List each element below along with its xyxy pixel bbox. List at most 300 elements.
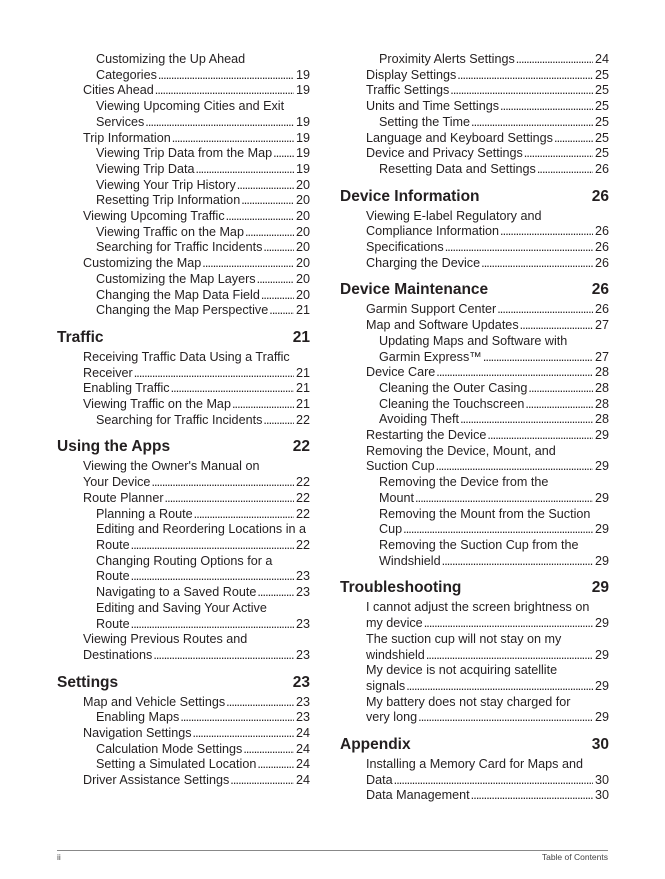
toc-section-page: 26 xyxy=(591,187,609,205)
toc-dot-leader xyxy=(483,350,593,366)
toc-entry-page: 25 xyxy=(594,146,609,161)
toc-entry-page: 19 xyxy=(295,146,310,161)
toc-entry[interactable] xyxy=(340,757,609,788)
toc-entry-title-line: I cannot adjust the screen brightness on xyxy=(366,600,590,615)
toc-section-title: Settings xyxy=(57,673,119,691)
toc-dot-leader xyxy=(525,397,593,413)
toc-entry-page: 22 xyxy=(295,490,310,505)
toc-entry-title-line: Viewing Upcoming Cities and Exit xyxy=(96,99,285,114)
toc-dot-leader xyxy=(269,303,294,319)
toc-dot-leader xyxy=(263,240,294,256)
toc-entry[interactable] xyxy=(340,131,609,147)
toc-entry[interactable] xyxy=(57,146,310,162)
toc-dot-leader xyxy=(180,710,294,726)
toc-entry-title: Display Settings xyxy=(366,67,457,82)
toc-dot-leader xyxy=(202,256,294,272)
toc-dot-leader xyxy=(195,162,294,178)
toc-entry[interactable] xyxy=(57,726,310,742)
toc-entry-title: Changing the Map Perspective xyxy=(96,303,269,318)
toc-entry-title-line: Customizing the Up Ahead xyxy=(96,52,246,66)
toc-entry[interactable] xyxy=(340,397,609,413)
toc-entry-title: Customizing the Map Layers xyxy=(96,271,256,286)
toc-entry-page: 19 xyxy=(295,114,310,129)
toc-right-column xyxy=(340,52,609,804)
toc-entry-title-line: very long xyxy=(366,710,418,725)
toc-section-heading[interactable] xyxy=(340,579,609,597)
toc-entry[interactable] xyxy=(340,99,609,115)
toc-section-heading[interactable] xyxy=(57,438,310,456)
toc-dot-leader xyxy=(131,569,294,585)
toc-entry-page: 19 xyxy=(295,83,310,98)
toc-entry-last-line xyxy=(379,554,609,570)
toc-entry-title: Route Planner xyxy=(83,490,164,505)
toc-entry[interactable] xyxy=(340,318,609,334)
toc-entry-title: Navigating to a Saved Route xyxy=(96,585,257,600)
toc-section-title: Device Maintenance xyxy=(340,281,489,299)
toc-entry-title-line: Services xyxy=(96,114,145,129)
toc-entry-page: 22 xyxy=(295,537,310,552)
toc-entry-page: 24 xyxy=(295,757,310,772)
toc-dot-leader xyxy=(226,209,294,225)
toc-entry-last-line xyxy=(379,522,609,538)
toc-entry-page: 21 xyxy=(295,397,310,412)
toc-entry-title: Enabling Maps xyxy=(96,710,180,725)
toc-entry-title-line: Your Device xyxy=(83,475,151,490)
toc-entry[interactable] xyxy=(57,209,310,225)
toc-entry-page: 27 xyxy=(594,349,609,364)
toc-entry[interactable] xyxy=(57,491,310,507)
toc-dot-leader xyxy=(500,99,593,115)
toc-entry[interactable] xyxy=(340,663,609,694)
toc-entry[interactable] xyxy=(340,538,609,569)
toc-entry-title: Resetting Trip Information xyxy=(96,193,241,208)
toc-dot-leader xyxy=(497,302,593,318)
toc-dot-leader xyxy=(194,507,294,523)
toc-entry-title: Viewing Upcoming Traffic xyxy=(83,209,225,224)
toc-entry-title-line: Changing Routing Options for a xyxy=(96,553,273,568)
toc-entry-page: 28 xyxy=(594,380,609,395)
toc-entry-title-line: Viewing E-label Regulatory and xyxy=(366,208,542,223)
toc-entry-title: Viewing Trip Data from the Map xyxy=(96,146,273,161)
toc-entry-title: Cleaning the Outer Casing xyxy=(379,380,528,395)
toc-dot-leader xyxy=(226,695,294,711)
toc-entry[interactable] xyxy=(340,146,609,162)
toc-entry-title-line: Garmin Express™ xyxy=(379,349,482,364)
toc-section-heading[interactable] xyxy=(57,329,310,347)
toc-entry[interactable] xyxy=(57,52,310,83)
toc-entry-page: 27 xyxy=(594,318,609,333)
toc-entry[interactable] xyxy=(57,413,310,429)
toc-dot-leader xyxy=(165,491,294,507)
toc-entry-last-line xyxy=(366,710,609,726)
toc-entry-page: 28 xyxy=(594,396,609,411)
toc-entry-title: Viewing Traffic on the Map xyxy=(83,397,231,412)
toc-entry[interactable] xyxy=(340,507,609,538)
toc-dot-leader xyxy=(471,788,593,804)
toc-entry-page: 21 xyxy=(295,365,310,380)
toc-entry-last-line xyxy=(96,538,310,554)
toc-entry[interactable] xyxy=(340,256,609,272)
toc-dot-leader xyxy=(415,491,593,507)
toc-entry[interactable] xyxy=(340,428,609,444)
toc-entry-title: Specifications xyxy=(366,240,444,255)
toc-entry-title: Charging the Device xyxy=(366,255,481,270)
toc-entry-last-line xyxy=(366,648,609,664)
toc-entry-page: 21 xyxy=(295,303,310,318)
toc-section-page: 30 xyxy=(591,736,609,754)
toc-dot-leader xyxy=(460,412,593,428)
toc-dot-leader xyxy=(442,554,593,570)
toc-entry-title-line: Removing the Device from the xyxy=(379,475,549,490)
toc-entry-title: Driver Assistance Settings xyxy=(83,773,230,788)
toc-entry-title-line: The suction cup will not stay on my xyxy=(366,631,562,646)
toc-dot-leader xyxy=(403,522,593,538)
toc-entry-title: Setting a Simulated Location xyxy=(96,757,257,772)
toc-entry-page: 26 xyxy=(594,161,609,176)
toc-dot-leader xyxy=(241,193,294,209)
toc-entry-page: 24 xyxy=(295,773,310,788)
toc-entry-title-line: Editing and Reordering Locations in a xyxy=(96,522,307,537)
toc-entry-last-line xyxy=(366,224,609,240)
toc-left-column xyxy=(57,52,310,789)
toc-dot-leader xyxy=(153,648,294,664)
toc-dot-leader xyxy=(426,648,593,664)
toc-entry[interactable] xyxy=(57,507,310,523)
toc-entry-title-line: Data xyxy=(366,772,393,787)
toc-entry-title-line: Removing the Mount from the Suction xyxy=(379,506,591,521)
toc-entry-last-line xyxy=(379,350,609,366)
toc-entry-last-line xyxy=(83,366,310,382)
toc-dot-leader xyxy=(245,225,294,241)
toc-entry-title: Units and Time Settings xyxy=(366,99,499,114)
toc-entry-title: Cities Ahead xyxy=(83,83,154,98)
toc-dot-leader xyxy=(481,256,593,272)
toc-entry-page: 29 xyxy=(594,647,609,662)
toc-entry[interactable] xyxy=(57,303,310,319)
toc-entry-title: Device Care xyxy=(366,365,436,380)
toc-entry-page: 29 xyxy=(594,678,609,693)
toc-dot-leader xyxy=(155,83,294,99)
toc-entry-page: 22 xyxy=(295,412,310,427)
toc-entry-last-line xyxy=(366,773,609,789)
toc-dot-leader xyxy=(471,115,593,131)
toc-entry[interactable] xyxy=(57,742,310,758)
toc-entry[interactable] xyxy=(340,475,609,506)
toc-entry-title-line: My device is not acquiring satellite xyxy=(366,663,558,678)
toc-entry[interactable] xyxy=(340,600,609,631)
toc-dot-leader xyxy=(436,365,593,381)
toc-entry-page: 20 xyxy=(295,193,310,208)
toc-entry-page: 23 xyxy=(295,694,310,709)
toc-entry-last-line xyxy=(366,679,609,695)
toc-section-title: Device Information xyxy=(340,187,480,205)
toc-entry-title-line: Receiving Traffic Data Using a Traffic xyxy=(83,349,290,364)
toc-entry-last-line xyxy=(379,491,609,507)
toc-entry[interactable] xyxy=(57,554,310,585)
toc-dot-leader xyxy=(273,146,294,162)
toc-entry-title-line: Route xyxy=(96,537,130,552)
toc-section-title: Appendix xyxy=(340,736,411,754)
toc-entry-title-line: Windshield xyxy=(379,553,441,568)
toc-entry-title-line: Removing the Device, Mount, and xyxy=(366,443,556,458)
toc-entry[interactable] xyxy=(340,444,609,475)
toc-entry[interactable] xyxy=(57,288,310,304)
toc-dot-leader xyxy=(171,381,294,397)
toc-entry-title-line: Viewing the Owner's Manual on xyxy=(83,459,260,474)
toc-entry-title-line: Viewing Previous Routes and xyxy=(83,632,248,647)
toc-entry[interactable] xyxy=(340,334,609,365)
toc-section-page: 23 xyxy=(292,673,310,691)
toc-entry[interactable] xyxy=(340,68,609,84)
toc-entry[interactable] xyxy=(57,459,310,490)
toc-dot-leader xyxy=(257,272,294,288)
toc-entry[interactable] xyxy=(340,115,609,131)
toc-entry[interactable] xyxy=(57,240,310,256)
toc-dot-leader xyxy=(257,585,294,601)
toc-section-page: 29 xyxy=(591,579,609,597)
toc-entry-title: Calculation Mode Settings xyxy=(96,741,243,756)
toc-entry-page: 20 xyxy=(295,256,310,271)
toc-entry-last-line xyxy=(96,569,310,585)
toc-dot-leader xyxy=(261,288,294,304)
toc-dot-leader xyxy=(487,428,593,444)
toc-entry-title-line: windshield xyxy=(366,647,425,662)
toc-entry-page: 26 xyxy=(594,240,609,255)
toc-entry-page: 20 xyxy=(295,209,310,224)
toc-entry-title: Cleaning the Touchscreen xyxy=(379,396,525,411)
toc-dot-leader xyxy=(524,146,593,162)
toc-entry-last-line xyxy=(83,648,310,664)
toc-entry[interactable] xyxy=(340,788,609,804)
toc-entry-title-line: Installing a Memory Card for Maps and xyxy=(366,757,583,772)
toc-section-heading[interactable] xyxy=(340,188,609,206)
footer-page-number: ii xyxy=(57,852,61,862)
toc-entry[interactable] xyxy=(340,381,609,397)
toc-entry-title: Searching for Traffic Incidents xyxy=(96,240,263,255)
toc-entry-page: 20 xyxy=(295,177,310,192)
toc-entry-title: Setting the Time xyxy=(379,114,471,129)
toc-dot-leader xyxy=(257,757,294,773)
toc-entry-last-line xyxy=(96,68,310,84)
toc-entry-page: 30 xyxy=(594,772,609,787)
toc-entry-page: 22 xyxy=(295,475,310,490)
toc-entry-page: 23 xyxy=(295,616,310,631)
toc-dot-leader xyxy=(450,83,593,99)
toc-entry-title-line: Mount xyxy=(379,490,415,505)
toc-section-page: 21 xyxy=(292,328,310,346)
toc-dot-leader xyxy=(134,366,294,382)
toc-entry-title: Data Management xyxy=(366,788,470,803)
toc-entry-title-line: Suction Cup xyxy=(366,459,435,474)
toc-entry-title: Garmin Support Center xyxy=(366,302,497,317)
toc-dot-leader xyxy=(418,710,593,726)
toc-entry-title: Customizing the Map xyxy=(83,256,202,271)
footer-section-label: Table of Contents xyxy=(541,852,608,862)
toc-section-heading[interactable] xyxy=(340,281,609,299)
toc-entry-page: 26 xyxy=(594,255,609,270)
toc-entry[interactable] xyxy=(57,773,310,789)
toc-entry-page: 29 xyxy=(594,459,609,474)
toc-entry-title: Trip Information xyxy=(83,130,171,145)
toc-entry-title: Viewing Traffic on the Map xyxy=(96,224,244,239)
toc-entry[interactable] xyxy=(57,178,310,194)
toc-entry[interactable] xyxy=(57,225,310,241)
toc-dot-leader xyxy=(500,224,593,240)
toc-entry[interactable] xyxy=(57,522,310,553)
toc-entry[interactable] xyxy=(57,350,310,381)
toc-entry-title-line: Compliance Information xyxy=(366,224,499,239)
toc-entry[interactable] xyxy=(57,632,310,663)
toc-entry-page: 24 xyxy=(594,52,609,66)
toc-entry[interactable] xyxy=(340,695,609,726)
toc-entry-title: Language and Keyboard Settings xyxy=(366,130,553,145)
toc-entry-page: 29 xyxy=(594,490,609,505)
toc-dot-leader xyxy=(537,162,593,178)
toc-entry-title: Resetting Data and Settings xyxy=(379,161,536,176)
toc-entry[interactable] xyxy=(57,710,310,726)
toc-entry-page: 24 xyxy=(295,741,310,756)
toc-entry-page: 25 xyxy=(594,67,609,82)
toc-entry-page: 23 xyxy=(295,647,310,662)
toc-entry-title-line: Editing and Saving Your Active xyxy=(96,600,267,615)
toc-entry-page: 20 xyxy=(295,240,310,255)
toc-entry[interactable] xyxy=(57,695,310,711)
toc-dot-leader xyxy=(230,773,294,789)
toc-dot-leader xyxy=(243,742,294,758)
toc-entry[interactable] xyxy=(340,365,609,381)
toc-entry-title: Avoiding Theft xyxy=(379,412,460,427)
toc-entry[interactable] xyxy=(57,193,310,209)
toc-section-heading[interactable] xyxy=(57,674,310,692)
toc-entry-title: Restarting the Device xyxy=(366,428,487,443)
toc-entry-title-line: Cup xyxy=(379,522,403,537)
toc-entry-last-line xyxy=(96,115,310,131)
toc-entry[interactable] xyxy=(57,256,310,272)
toc-section-title: Traffic xyxy=(57,328,104,346)
toc-entry-page: 19 xyxy=(295,161,310,176)
toc-dot-leader xyxy=(158,68,294,84)
toc-entry[interactable] xyxy=(340,52,609,68)
toc-entry-page: 24 xyxy=(295,726,310,741)
toc-entry-title: Searching for Traffic Incidents xyxy=(96,412,263,427)
toc-dot-leader xyxy=(520,318,593,334)
toc-dot-leader xyxy=(528,381,593,397)
toc-entry-page: 23 xyxy=(295,710,310,725)
toc-entry[interactable] xyxy=(340,632,609,663)
toc-entry-title-line: Categories xyxy=(96,67,157,82)
toc-entry-page: 28 xyxy=(594,412,609,427)
toc-entry[interactable] xyxy=(340,240,609,256)
toc-entry-page: 23 xyxy=(295,569,310,584)
toc-entry-page: 29 xyxy=(594,710,609,725)
toc-entry[interactable] xyxy=(340,209,609,240)
toc-entry[interactable] xyxy=(340,302,609,318)
toc-entry-page: 23 xyxy=(295,585,310,600)
toc-dot-leader xyxy=(394,773,593,789)
toc-dot-leader xyxy=(516,52,593,68)
toc-entry-page: 29 xyxy=(594,553,609,568)
toc-section-title: Using the Apps xyxy=(57,438,171,456)
toc-entry-title-line: Receiver xyxy=(83,365,133,380)
toc-entry-page: 26 xyxy=(594,302,609,317)
toc-entry-title: Navigation Settings xyxy=(83,726,192,741)
toc-entry-page: 29 xyxy=(594,616,609,631)
toc-entry-title: Planning a Route xyxy=(96,506,193,521)
toc-entry-page: 25 xyxy=(594,114,609,129)
toc-entry-title: Changing the Map Data Field xyxy=(96,287,260,302)
toc-entry-last-line xyxy=(366,459,609,475)
toc-dot-leader xyxy=(232,397,294,413)
toc-entry-last-line xyxy=(83,475,310,491)
toc-dot-leader xyxy=(457,68,593,84)
toc-section-page: 26 xyxy=(591,281,609,299)
toc-entry[interactable] xyxy=(57,162,310,178)
toc-section-page: 22 xyxy=(292,438,310,456)
toc-entry[interactable] xyxy=(57,99,310,130)
toc-entry[interactable] xyxy=(57,601,310,632)
toc-entry-page: 25 xyxy=(594,99,609,114)
toc-entry-page: 20 xyxy=(295,287,310,302)
toc-entry[interactable] xyxy=(340,412,609,428)
toc-entry-page: 28 xyxy=(594,365,609,380)
toc-dot-leader xyxy=(424,616,593,632)
toc-dot-leader xyxy=(406,679,593,695)
toc-entry-title: Device and Privacy Settings xyxy=(366,146,523,161)
toc-entry[interactable] xyxy=(57,397,310,413)
toc-entry-title: Proximity Alerts Settings xyxy=(379,52,515,66)
toc-entry[interactable] xyxy=(57,381,310,397)
toc-dot-leader xyxy=(263,413,294,429)
toc-entry-page: 25 xyxy=(594,130,609,145)
toc-entry[interactable] xyxy=(57,83,310,99)
toc-entry-title: Traffic Settings xyxy=(366,83,450,98)
toc-entry-title: Map and Software Updates xyxy=(366,318,519,333)
toc-entry[interactable] xyxy=(340,83,609,99)
toc-entry-title-line: Destinations xyxy=(83,647,153,662)
toc-entry-page: 20 xyxy=(295,271,310,286)
toc-entry[interactable] xyxy=(57,272,310,288)
toc-entry-page: 19 xyxy=(295,67,310,82)
toc-entry-title-line: Route xyxy=(96,616,130,631)
toc-entry-page: 19 xyxy=(295,130,310,145)
toc-entry[interactable] xyxy=(57,131,310,147)
toc-entry-page: 26 xyxy=(594,224,609,239)
toc-entry-title: Map and Vehicle Settings xyxy=(83,694,226,709)
toc-entry-page: 21 xyxy=(295,381,310,396)
toc-entry-title: Viewing Trip Data xyxy=(96,161,195,176)
toc-entry-title-line: Updating Maps and Software with xyxy=(379,333,568,348)
toc-entry[interactable] xyxy=(57,585,310,601)
toc-dot-leader xyxy=(193,726,294,742)
toc-entry-title: Enabling Traffic xyxy=(83,381,170,396)
toc-dot-leader xyxy=(145,115,294,131)
toc-entry[interactable] xyxy=(340,162,609,178)
toc-entry-title-line: signals xyxy=(366,678,406,693)
toc-entry-title-line: my device xyxy=(366,616,423,631)
toc-entry-last-line xyxy=(366,616,609,632)
toc-entry-title-line: My battery does not stay charged for xyxy=(366,694,571,709)
toc-entry-page: 29 xyxy=(594,522,609,537)
toc-section-title: Troubleshooting xyxy=(340,579,462,597)
toc-entry-page: 29 xyxy=(594,428,609,443)
toc-entry-title: Viewing Your Trip History xyxy=(96,177,236,192)
toc-entry-page: 25 xyxy=(594,83,609,98)
toc-section-heading[interactable] xyxy=(340,736,609,754)
toc-dot-leader xyxy=(131,617,294,633)
toc-entry[interactable] xyxy=(57,757,310,773)
toc-dot-leader xyxy=(172,131,294,147)
toc-entry-title-line: Route xyxy=(96,569,130,584)
